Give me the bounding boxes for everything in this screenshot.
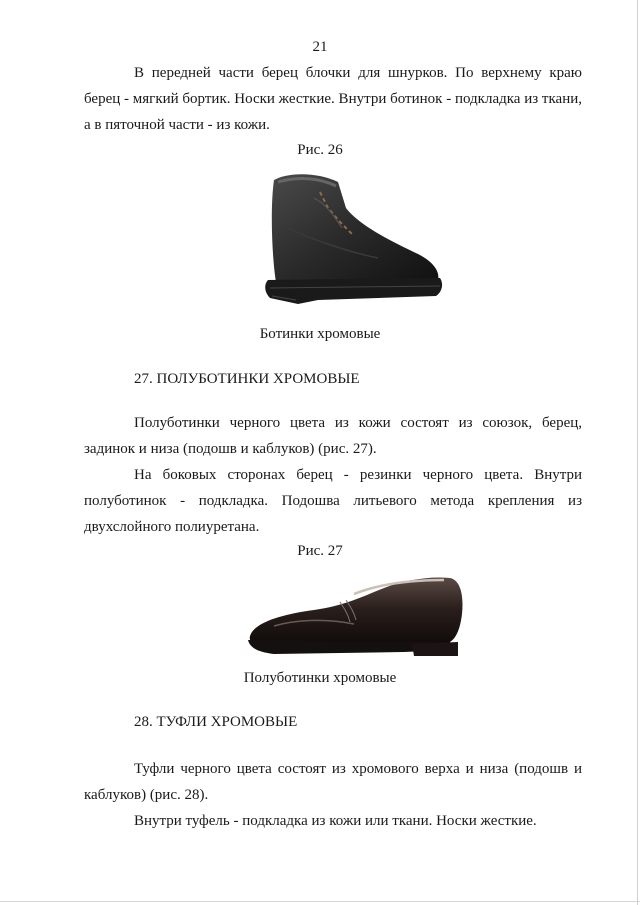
paragraph-lowshoe-composition: Полуботинки черного цвета из кожи состоят из союзок, берец, задинок и низа (подошв и каблуков) (рис. 27). (84, 415, 582, 457)
paragraph-lowshoe-details: На боковых сторонах берец - резинки черного цвета. Внутри полуботинок - подкладка. Подошва литьевого метода крепления из двухслойного полиуретана. (84, 467, 582, 535)
low-shoe-image (244, 570, 466, 662)
boot-image (258, 168, 448, 312)
paragraph-boot-details: В передней части берец блочки для шнурков. По верхнему краю берец - мягкий бортик. Носки жесткие. Внутри ботинок - подкладка из ткани, а в пяточной части - из кожи. (84, 65, 582, 133)
section-heading-28: 28. ТУФЛИ ХРОМОВЫЕ (134, 714, 298, 730)
page-number: 21 (312, 39, 328, 55)
scan-border-bottom (0, 901, 640, 902)
figure-27-label: Рис. 27 (297, 543, 343, 559)
figure-26-label: Рис. 26 (297, 142, 343, 158)
figure-27-caption: Полуботинки хромовые (243, 670, 397, 686)
scan-border-right (637, 0, 638, 905)
paragraph-shoe-composition: Туфли черного цвета состоят из хромового верха и низа (подошв и каблуков) (рис. 28). (84, 761, 582, 803)
section-heading-27: 27. ПОЛУБОТИНКИ ХРОМОВЫЕ (134, 371, 360, 387)
figure-26-caption: Ботинки хромовые (259, 326, 381, 342)
paragraph-shoe-details: Внутри туфель - подкладка из кожи или ткани. Носки жесткие. (134, 813, 537, 829)
